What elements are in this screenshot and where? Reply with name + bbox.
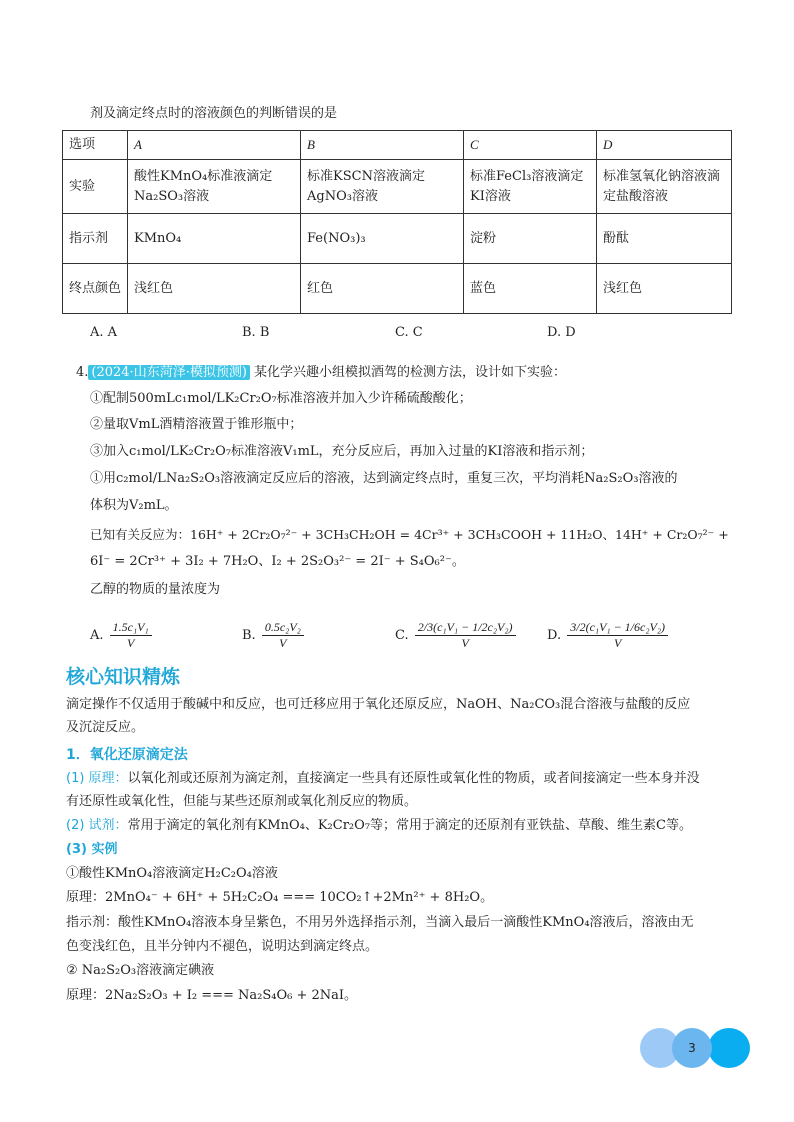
table-header-cell: B [301,131,464,160]
table-cell: 标准氢氧化钠溶液滴定盐酸溶液 [597,160,732,214]
principle-label: (1) 原理： [66,771,128,786]
core-heading: 核心知识精炼 [66,666,181,688]
table-row-indicator [63,214,732,264]
table-header-cell: A [128,131,301,160]
example-principle: 原理：2Na₂S₂O₃ + I₂ === Na₂S₄O₆ + 2NaI。 [66,988,358,1003]
option-fraction [110,620,152,651]
table-cell: 酚酞 [597,214,732,264]
q4-option-a[interactable] [90,620,154,651]
table-header-cell: D [597,131,732,160]
example-principle: 原理：2MnO₄⁻ + 6H⁺ + 5H₂C₂O₄ === 10CO₂↑+2Mn²⁺ + 8H₂O。 [66,890,494,905]
table-cell: Fe(NO₃)₃ [301,214,464,264]
q4-step: ①配制500mLc₁mol/LK₂Cr₂O₇标准溶液并加入少许稀硫酸酸化； [90,391,472,406]
intro-line: 剂及滴定终点时的溶液颜色的判断错误的是 [90,106,338,121]
option-letter: D. [547,628,562,643]
question-table [62,130,732,314]
fraction-numerator: 1.5c₁V₁ [110,620,152,636]
q3-option-c[interactable]: C. C [395,325,423,340]
row-label: 终点颜色 [63,264,128,314]
reagent-text: 常用于滴定的氧化剂有KMnO₄、K₂Cr₂O₇等；常用于滴定的还原剂有亚铁盐、草酸、维生素C等。 [127,818,692,833]
q4-number: 4. [76,365,89,380]
fraction-denominator: V [127,636,135,650]
q4-source-tag: (2024·山东菏泽·模拟预测) [88,365,250,380]
row-label: 指示剂 [63,214,128,264]
q4-stem-line [76,363,566,383]
core-intro: 滴定操作不仅适用于酸碱中和反应，也可迁移应用于氧化还原反应，NaOH、Na₂CO₃混合溶液与盐酸的反应 [66,697,691,712]
table-cell: KMnO₄ [128,214,301,264]
q4-step: ②量取VmL酒精溶液置于锥形瓶中； [90,417,303,432]
table-cell: 淀粉 [464,214,597,264]
table-cell: 蓝色 [464,264,597,314]
fraction-denominator: V [279,636,287,650]
option-fraction [262,620,304,651]
q4-option-c[interactable] [395,620,518,651]
q3-option-a[interactable]: A. A [90,325,118,340]
table-cell: 浅红色 [128,264,301,314]
page-number: 3 [672,1028,712,1068]
option-fraction [567,620,668,651]
table-cell: 红色 [301,264,464,314]
q4-stem: 某化学兴趣小组模拟酒驾的检测方法，设计如下实验： [254,365,567,380]
table-row-experiment [63,160,732,214]
section-title: 1．氧化还原滴定法 [66,747,188,763]
fraction-numerator: 0.5c₂V₂ [262,620,304,636]
table-cell: 酸性KMnO₄标准液滴定Na₂SO₃溶液 [128,160,301,214]
option-letter: B. [242,628,256,643]
table-header-cell: 选项 [63,131,128,160]
fraction-denominator: V [461,636,469,650]
q4-reaction-line: 6I⁻ = 2Cr³⁺ + 3I₂ + 7H₂O、I₂ + 2S₂O₃²⁻ = 2I⁻ + S₄O₆²⁻。 [90,554,465,569]
q4-reaction-line: 已知有关反应为：16H⁺ + 2Cr₂O₇²⁻ + 3CH₃CH₂OH = 4Cr³⁺ + 3CH₃COOH + 11H₂O、14H⁺ + Cr₂O₇²⁻ + [90,527,729,542]
example-indicator: 色变浅红色，且半分钟内不褪色，说明达到滴定终点。 [66,939,379,954]
option-letter: A. [90,628,104,643]
fraction-numerator: 3/2(c₁V₁ − 1/6c₂V₂) [567,620,668,636]
q4-step: ③加入c₁mol/LK₂Cr₂O₇标准溶液V₁mL，充分反应后，再加入过量的KI溶液和指示剂； [90,444,594,459]
example-indicator: 指示剂：酸性KMnO₄溶液本身呈紫色，不用另外选择指示剂，当滴入最后一滴酸性KMnO₄溶液后，溶液由无 [66,915,694,930]
q4-step: 体积为V₂mL。 [90,498,178,513]
page-badge-circle [708,1028,750,1068]
table-header-row [63,131,732,160]
example-title: ② Na₂S₂O₃溶液滴定碘液 [66,963,215,978]
example-title: ①酸性KMnO₄溶液滴定H₂C₂O₄溶液 [66,866,278,881]
q4-step: ①用c₂mol/LNa₂S₂O₃溶液滴定反应后的溶液，达到滴定终点时，重复三次，平均消耗Na₂S₂O₃溶液的 [90,471,678,486]
table-cell: 标准FeCl₃溶液滴定KI溶液 [464,160,597,214]
q4-question: 乙醇的物质的量浓度为 [90,582,221,597]
table-cell: 浅红色 [597,264,732,314]
core-intro: 及沉淀反应。 [66,720,145,735]
table-header-cell: C [464,131,597,160]
example-heading: (3) 实例 [66,842,118,857]
fraction-denominator: V [613,636,622,650]
principle-text: 以氧化剂或还原剂为滴定剂，直接滴定一些具有还原性或氧化性的物质，或者间接滴定一些本身并没 [127,771,700,786]
q3-option-d[interactable]: D. D [547,325,576,340]
principle-paragraph [66,769,700,789]
q4-option-d[interactable] [547,620,670,651]
q3-option-b[interactable]: B. B [242,325,270,340]
reagent-label: (2) 试剂： [66,818,128,833]
table-row-endpoint [63,264,732,314]
option-fraction [415,620,516,651]
reagent-paragraph [66,816,692,836]
q4-option-b[interactable] [242,620,306,651]
principle-text: 有还原性或氧化性，但能与某些还原剂或氧化剂反应的物质。 [66,794,418,809]
row-label: 实验 [63,160,128,214]
fraction-numerator: 2/3(c₁V₁ − 1/2c₂V₂) [415,620,516,636]
table-cell: 标准KSCN溶液滴定AgNO₃溶液 [301,160,464,214]
option-letter: C. [395,628,409,643]
